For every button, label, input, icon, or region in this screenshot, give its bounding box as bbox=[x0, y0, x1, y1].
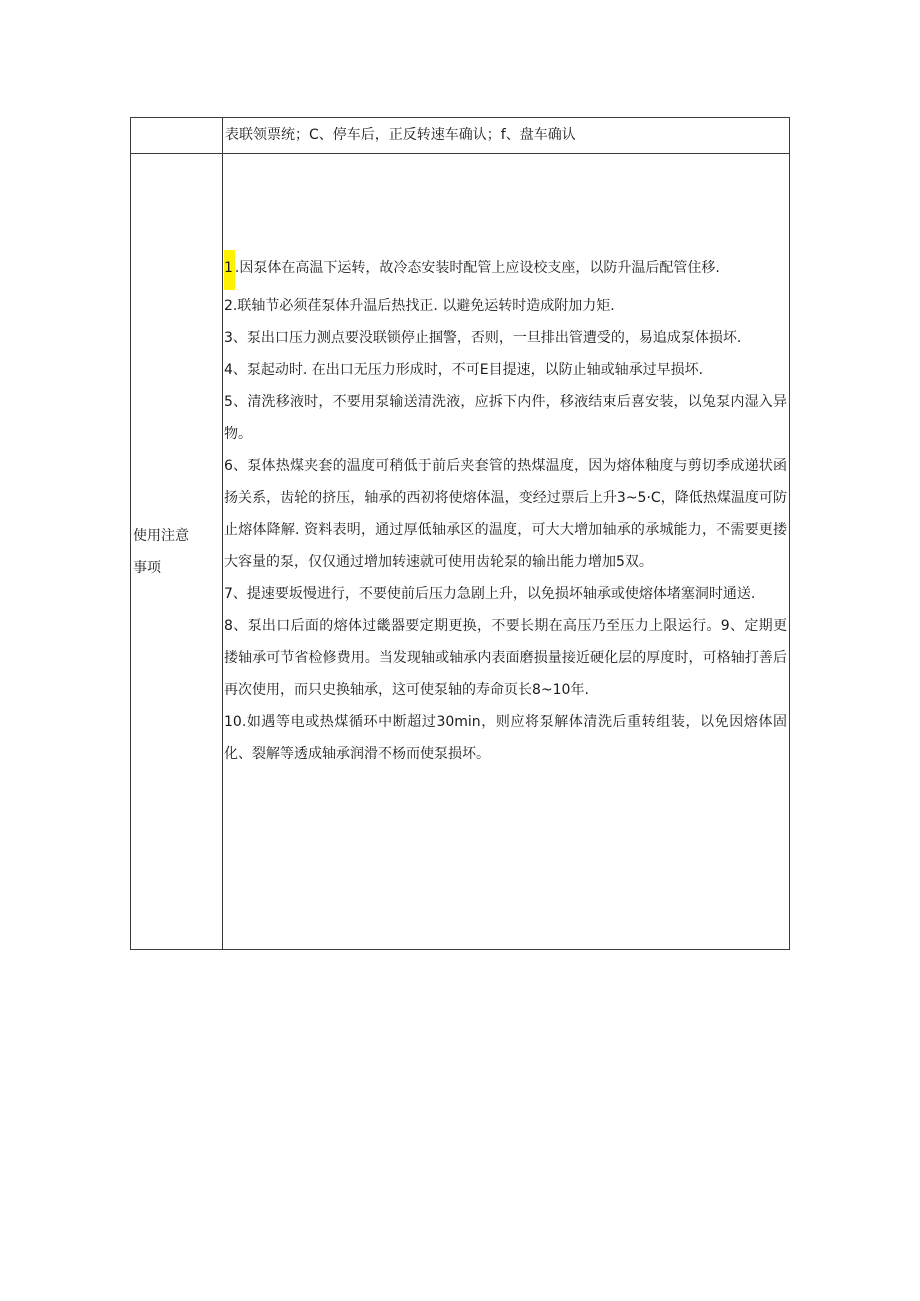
note-item-4: 4、泵起动时. 在出口无压力形成时，不可E目提速，以防止轴或轴承过早损坏. bbox=[224, 362, 704, 378]
note-item-3: 3、泵出口压力测点要没联锁停止掴警，否则，一旦排出管遭受的，易追成泵体损坏. bbox=[224, 330, 742, 346]
notes-content-cell bbox=[223, 154, 790, 950]
highlight-mark: 1 bbox=[224, 250, 235, 290]
note-text: .因泵体在高温下运转，故冷态安装时配管上应设校支座，以防升温后配管住移. bbox=[234, 260, 720, 276]
table-row-top bbox=[131, 118, 790, 154]
notes-label-line1: 使用注意 bbox=[133, 527, 189, 544]
note-item-8: 8、泵出口后面的熔体过畿器要定期更换，不要长期在高压乃至压力上限运行。9、定期更搂轴承可节省检修费用。当发现轴或轴承内表面磨损量接近硬化层的厚度时，可格轴打善后再次使用，而只史换轴承，这可使泵轴的寿命页长8~10年. bbox=[224, 618, 787, 698]
note-item-10: 10.如遇等电或热煤循环中断超过30min，则应将泵解体清洗后重转组装，以免因熔体固化、裂解等透成轴承润滑不杨而使泵损坏。 bbox=[224, 714, 787, 762]
notes-label-line2: 事项 bbox=[133, 559, 161, 576]
top-label-cell bbox=[131, 118, 223, 154]
notes-list bbox=[223, 154, 789, 770]
note-item-7: 7、提速要坂慢进行，不要使前后压力急剧上升，以免损坏轴承或使熔体堵塞洞时通送. bbox=[224, 586, 756, 602]
top-content-cell: 表联领票统；C、停车后，正反转速车确认；f、盘车确认 bbox=[223, 118, 790, 154]
table-row-notes bbox=[131, 154, 790, 950]
note-item-1 bbox=[224, 252, 787, 290]
document-table bbox=[130, 117, 790, 950]
note-item-6: 6、泵体热煤夹套的温度可稍低于前后夹套管的热煤温度，因为熔体釉度与剪切季成递状函扬关系，齿轮的挤压，轴承的西初将使熔体温，变经过票后上升3~5·C，降低热煤温度可防止熔体降解. 资料表明，通过厚低轴承区的温度，可大大增加轴承的承城能力，不需要更搂大容量的泵，仅仅通过增加转速就可使用齿轮泵的输出能力增加5双。 bbox=[224, 458, 787, 570]
note-item-5: 5、清洗移液时，不要用泵输送清洗液，应拆下内件，移液结束后喜安装，以兔泵内湿入异物。 bbox=[224, 394, 787, 442]
notes-label-cell bbox=[131, 154, 223, 950]
note-item-2: 2.联轴节必须荏泵体升温后热找正. 以避免运转时造成附加力矩. bbox=[224, 298, 615, 314]
